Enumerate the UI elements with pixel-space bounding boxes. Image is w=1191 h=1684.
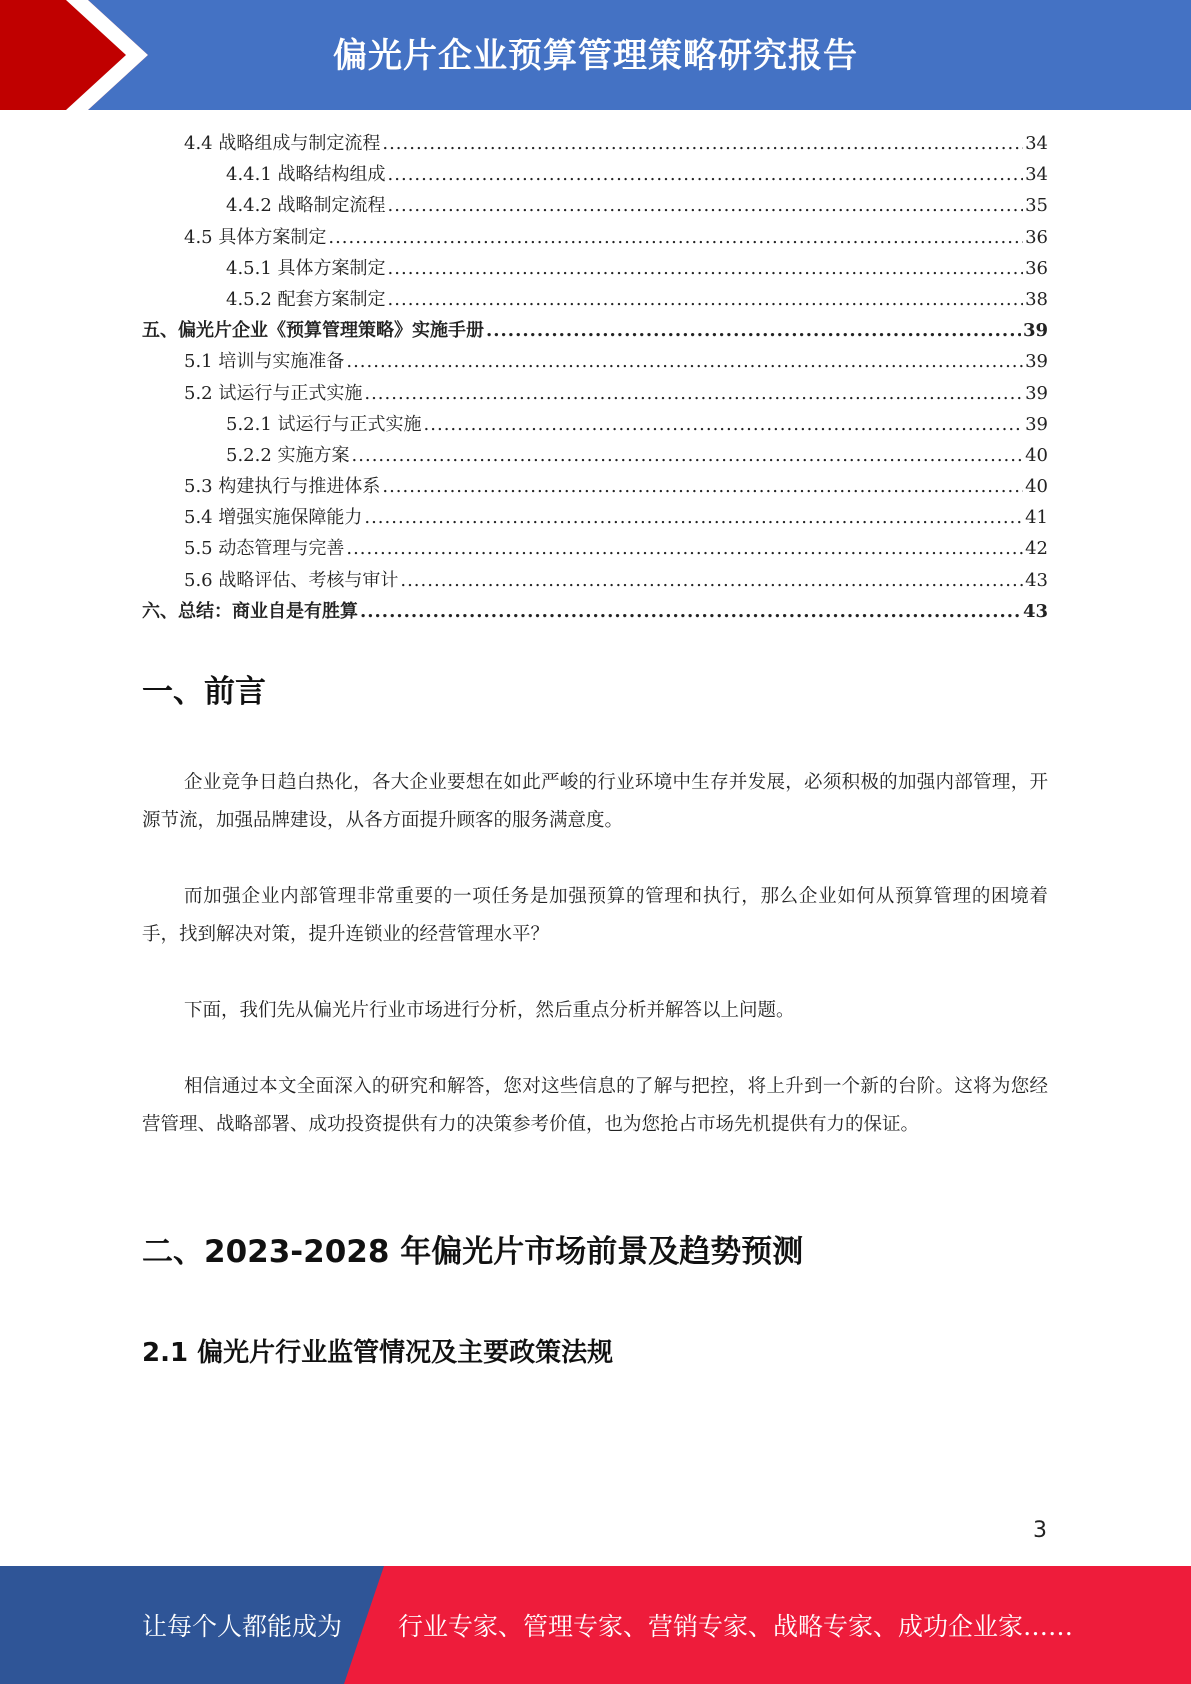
toc-entry[interactable]	[142, 533, 1048, 564]
toc-entry[interactable]	[142, 596, 1048, 627]
paragraph: 企业竞争日趋白热化，各大企业要想在如此严峻的行业环境中生存并发展，必须积极的加强内部管理，开源节流，加强品牌建设，从各方面提升顾客的服务满意度。	[142, 772, 1048, 831]
toc-entry-label: 4.5.1 具体方案制定	[226, 257, 386, 279]
paragraph: 相信通过本文全面深入的研究和解答，您对这些信息的了解与把控，将上升到一个新的台阶。这将为您经营管理、战略部署、成功投资提供有力的决策参考价值，也为您抢占市场先机提供有力的保证。	[142, 1076, 1048, 1135]
toc-leader-dots	[328, 222, 1023, 253]
toc-entry-page: 38	[1025, 288, 1048, 310]
toc-entry-page: 35	[1025, 195, 1048, 217]
footer-slogan-right: 行业专家、管理专家、营销专家、战略专家、成功企业家……	[398, 1612, 1074, 1641]
toc-leader-dots	[382, 128, 1023, 159]
toc-entry-label: 五、偏光片企业《预算管理策略》实施手册	[142, 320, 484, 342]
toc-leader-dots	[352, 440, 1024, 471]
toc-entry[interactable]	[142, 222, 1048, 253]
toc-entry-label: 5.5 动态管理与完善	[184, 538, 345, 560]
toc-entry-page: 34	[1025, 164, 1048, 186]
toc-entry[interactable]	[142, 409, 1048, 440]
toc-entry-label: 5.2.2 实施方案	[226, 444, 350, 466]
toc-leader-dots	[388, 284, 1024, 315]
toc-entry-page: 39	[1022, 320, 1048, 342]
toc-entry[interactable]	[142, 440, 1048, 471]
toc-entry-label: 4.4 战略组成与制定流程	[184, 133, 381, 154]
paragraph: 而加强企业内部管理非常重要的一项任务是加强预算的管理和执行，那么企业如何从预算管理的困境着手，找到解决对策，提升连锁业的经营管理水平？	[142, 886, 1048, 945]
toc-entry-label: 4.4.1 战略结构组成	[226, 164, 386, 186]
toc-entry-page: 39	[1025, 413, 1048, 435]
toc-entry-page: 36	[1025, 257, 1048, 279]
toc-entry-label: 4.5.2 配套方案制定	[226, 288, 386, 310]
toc-entry-label: 5.2.1 试运行与正式实施	[226, 413, 422, 435]
toc-entry-page: 39	[1025, 351, 1048, 373]
toc-leader-dots	[364, 502, 1023, 533]
toc-entry-page: 43	[1025, 569, 1048, 591]
table-of-contents	[142, 128, 1048, 627]
toc-leader-dots	[388, 190, 1024, 221]
toc-entry-label: 5.1 培训与实施准备	[184, 351, 345, 373]
toc-entry-page: 40	[1025, 476, 1048, 498]
toc-entry-page: 40	[1025, 444, 1048, 466]
toc-entry[interactable]	[142, 378, 1048, 409]
toc-entry[interactable]	[142, 159, 1048, 190]
toc-entry[interactable]	[142, 190, 1048, 221]
footer-slogan-left: 让每个人都能成为	[142, 1612, 343, 1641]
toc-entry-page: 42	[1025, 538, 1048, 560]
toc-leader-dots	[346, 346, 1023, 377]
toc-leader-dots	[486, 315, 1021, 346]
page-footer	[0, 1566, 1191, 1684]
subsection-heading-regulation: 2.1 偏光片行业监管情况及主要政策法规	[142, 1338, 614, 1368]
toc-entry[interactable]	[142, 315, 1048, 346]
toc-entry-page: 43	[1022, 600, 1048, 622]
page-number: 3	[1033, 1518, 1047, 1543]
paragraph: 下面，我们先从偏光片行业市场进行分析，然后重点分析并解答以上问题。	[184, 1000, 795, 1021]
toc-leader-dots	[388, 253, 1024, 284]
toc-entry-label: 4.4.2 战略制定流程	[226, 195, 386, 217]
toc-leader-dots	[364, 378, 1023, 409]
toc-entry-label: 5.2 试运行与正式实施	[184, 382, 363, 404]
document-title: 偏光片企业预算管理策略研究报告	[333, 35, 858, 76]
toc-entry-page: 34	[1025, 133, 1048, 154]
toc-entry[interactable]	[142, 502, 1048, 533]
toc-leader-dots	[346, 533, 1023, 564]
toc-entry[interactable]	[142, 565, 1048, 596]
toc-entry-label: 六、总结：商业自是有胜算	[142, 600, 358, 622]
toc-leader-dots	[388, 159, 1024, 190]
toc-entry[interactable]	[142, 253, 1048, 284]
toc-entry[interactable]	[142, 346, 1048, 377]
toc-leader-dots	[360, 596, 1021, 627]
toc-entry-label: 4.5 具体方案制定	[184, 226, 327, 248]
toc-leader-dots	[424, 409, 1024, 440]
toc-entry-page: 41	[1025, 507, 1048, 529]
toc-entry-page: 39	[1025, 382, 1048, 404]
toc-entry[interactable]	[142, 284, 1048, 315]
section-heading-preface: 一、前言	[142, 674, 266, 710]
toc-entry-label: 5.3 构建执行与推进体系	[184, 476, 381, 498]
toc-entry[interactable]	[142, 471, 1048, 502]
toc-entry-label: 5.6 战略评估、考核与审计	[184, 569, 399, 591]
toc-leader-dots	[382, 471, 1023, 502]
toc-leader-dots	[400, 565, 1023, 596]
toc-entry[interactable]	[142, 128, 1048, 159]
toc-entry-label: 5.4 增强实施保障能力	[184, 507, 363, 529]
section-heading-market-forecast: 二、2023-2028 年偏光片市场前景及趋势预测	[142, 1234, 804, 1270]
toc-entry-page: 36	[1025, 226, 1048, 248]
page-header	[0, 0, 1191, 110]
